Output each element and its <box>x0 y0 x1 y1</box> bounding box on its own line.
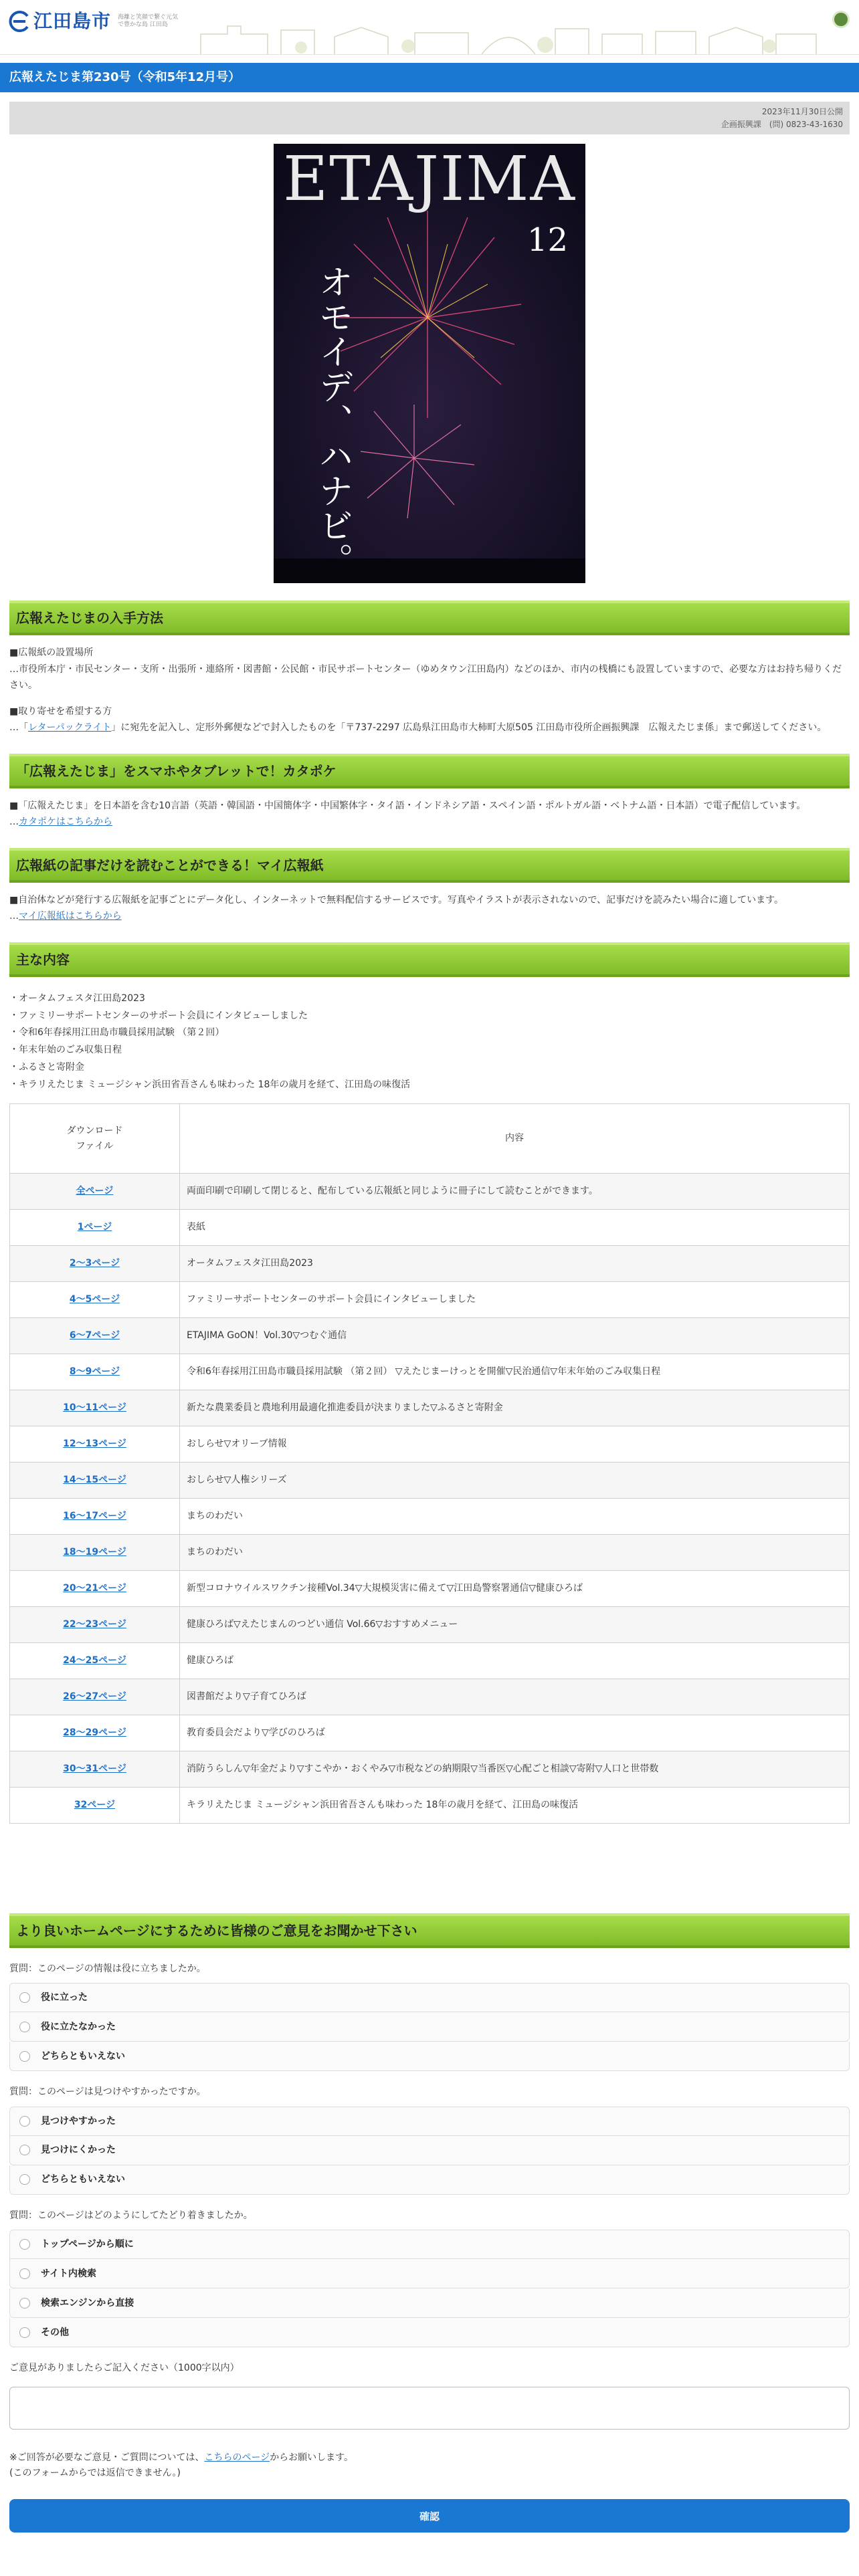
table-row <box>10 1463 850 1499</box>
table-row <box>10 1751 850 1788</box>
howto-place <box>9 645 850 694</box>
download-link[interactable]: 22～23ページ <box>63 1619 126 1630</box>
radio-label: その他 <box>41 2327 69 2338</box>
download-link[interactable]: 1ページ <box>77 1222 112 1233</box>
tagline-line-1: 海離と笑顔で繋ぐ元気 <box>118 13 179 21</box>
table-row <box>10 1246 850 1282</box>
table-row <box>10 1318 850 1354</box>
file-cell <box>10 1643 180 1679</box>
published-date: 2023年11月30日公開 <box>761 107 843 116</box>
download-link[interactable]: 20～21ページ <box>63 1583 126 1594</box>
column-header-content: 内容 <box>180 1104 850 1174</box>
catapoke-link-line <box>9 814 850 831</box>
list-item: ・オータムフェスタ江田島2023 <box>9 992 145 1004</box>
survey-options-3 <box>9 2230 850 2347</box>
letterpack-link[interactable]: レターパックライト <box>28 722 112 734</box>
list-item: ・年末年始のごみ収集日程 <box>9 1045 122 1056</box>
file-cell <box>10 1426 180 1463</box>
table-row <box>10 1354 850 1390</box>
survey-note <box>9 2450 850 2482</box>
download-link[interactable]: 2～3ページ <box>69 1258 120 1269</box>
content-cell: 図書館だより▽子育てひろば <box>180 1679 850 1715</box>
cover-image[interactable] <box>274 144 585 583</box>
radio-option[interactable] <box>9 2288 850 2318</box>
content-cell: 新たな農業委員と農地利用最適化推進委員が決まりました▽ふるさと寄附金 <box>180 1390 850 1426</box>
publication-meta <box>9 102 850 134</box>
download-link[interactable]: 12～13ページ <box>63 1438 126 1450</box>
radio-label: 見つけやすかった <box>41 2115 116 2127</box>
cover-headline: オモイデ、ハナビ。 <box>312 264 353 578</box>
radio-button[interactable] <box>19 2298 30 2309</box>
menu-button[interactable] <box>832 11 850 28</box>
file-cell <box>10 1318 180 1354</box>
table-row <box>10 1607 850 1643</box>
radio-label: トップページから順に <box>41 2239 134 2250</box>
mykoho-body <box>9 892 850 925</box>
survey-note-line-1 <box>9 2450 850 2466</box>
radio-option[interactable] <box>9 2136 850 2165</box>
download-link[interactable]: 26～27ページ <box>63 1691 126 1703</box>
howto-mail-title: ■取り寄せを希望する方 <box>9 706 112 717</box>
download-table-body <box>10 1174 850 1824</box>
section-heading-howto: 広報えたじまの入手方法 <box>9 601 850 635</box>
file-cell <box>10 1715 180 1751</box>
file-cell <box>10 1679 180 1715</box>
radio-button[interactable] <box>19 2051 30 2062</box>
download-link[interactable]: 24～25ページ <box>63 1655 126 1667</box>
download-link[interactable]: 30～31ページ <box>63 1763 126 1775</box>
file-cell <box>10 1210 180 1246</box>
download-link[interactable]: 18～19ページ <box>63 1547 126 1558</box>
column-header-file-label: ダウンロード ファイル <box>66 1125 123 1152</box>
survey-note-suffix: からお願いします。 <box>270 2452 354 2463</box>
content-cell: オータムフェスタ江田島2023 <box>180 1246 850 1282</box>
content-cell: まちのわだい <box>180 1535 850 1571</box>
list-item: ・令和6年春採用江田島市職員採用試験 （第２回） <box>9 1027 225 1039</box>
survey-question-1: 質問：このページの情報は役に立ちましたか。 <box>9 1963 206 1975</box>
file-cell <box>10 1282 180 1318</box>
catapoke-text: ■「広報えたじま」を日本語を含む10言語（英語・韓国語・中国簡体字・中国繁体字・タイ語・インドネシア語・スペイン語・ポルトガル語・ベトナム語・日本語）で電子配信しています。 <box>9 800 806 811</box>
list-item: ・キラリえたじま ミュージシャン浜田省吾さんも味わった 18年の歳月を経て、江田島の味復活 <box>9 1079 411 1091</box>
file-cell <box>10 1571 180 1607</box>
logo-text: 江田島市 <box>33 10 112 32</box>
howto-place-title: ■広報紙の設置場所 <box>9 647 94 659</box>
file-cell <box>10 1390 180 1426</box>
file-cell <box>10 1499 180 1535</box>
radio-option[interactable] <box>9 1983 850 2012</box>
table-row <box>10 1679 850 1715</box>
radio-label: 役に立たなかった <box>41 2021 116 2032</box>
table-row <box>10 1210 850 1246</box>
download-link[interactable]: 32ページ <box>74 1800 116 1811</box>
download-link[interactable]: 6～7ページ <box>69 1330 120 1341</box>
table-row <box>10 1715 850 1751</box>
cover-masthead: ETAJIMA <box>283 144 576 215</box>
site-header <box>0 0 859 55</box>
survey-note-prefix: ※ご回答が必要なご意見・ご質問については、 <box>9 2452 205 2463</box>
radio-button[interactable] <box>19 2145 30 2155</box>
inquiry-page-link[interactable]: こちらのページ <box>204 2452 270 2463</box>
file-cell <box>10 1607 180 1643</box>
survey-question-2: 質問：このページは見つけやすかったですか。 <box>9 2086 206 2098</box>
radio-option[interactable] <box>9 2165 850 2195</box>
radio-button[interactable] <box>19 2268 30 2279</box>
page-title-bar <box>0 63 859 92</box>
catapoke-link-prefix: … <box>9 817 19 828</box>
comment-label: ご意見がありましたらご記入ください（1000字以内） <box>9 2363 240 2374</box>
comment-textarea[interactable] <box>9 2387 850 2430</box>
file-cell <box>10 1246 180 1282</box>
content-cell: 教育委員会だより▽学びのひろば <box>180 1715 850 1751</box>
howto-place-body: …市役所本庁・市民センター・支所・出張所・連絡所・図書館・公民館・市民サポートセンター（ゆめタウン江田島内）などのほか、市内の桟橋にも設置していますので、必要な方はお持ち帰りください。 <box>9 663 842 691</box>
radio-button[interactable] <box>19 2239 30 2250</box>
download-link[interactable]: 10～11ページ <box>63 1402 126 1414</box>
content-cell: ETAJIMA GoON！Vol.30▽つむぐ通信 <box>180 1318 850 1354</box>
survey-options-1 <box>9 1983 850 2071</box>
download-link[interactable]: 全ページ <box>76 1186 114 1197</box>
survey-note-line-2: (このフォームからでは返信できません。) <box>9 2468 181 2479</box>
radio-option[interactable] <box>9 2042 850 2071</box>
download-link[interactable]: 16～17ページ <box>63 1511 126 1522</box>
radio-button[interactable] <box>19 2022 30 2032</box>
tagline-line-2: で豊かな島 江田島 <box>118 21 168 29</box>
bottom-spacer <box>9 2533 850 2559</box>
content-cell: 健康ひろば <box>180 1643 850 1679</box>
howto-mail-prefix: …「 <box>9 722 28 734</box>
radio-label: どちらともいえない <box>41 2050 125 2062</box>
survey-options-2 <box>9 2107 850 2195</box>
download-table <box>9 1103 850 1824</box>
section-heading-mykoho: 広報紙の記事だけを読むことができる！マイ広報紙 <box>9 848 850 883</box>
table-row <box>10 1499 850 1535</box>
file-cell <box>10 1788 180 1824</box>
file-cell <box>10 1535 180 1571</box>
file-cell <box>10 1751 180 1788</box>
radio-option[interactable] <box>9 2107 850 2136</box>
radio-label: サイト内検索 <box>41 2268 97 2279</box>
section-heading-contents: 主な内容 <box>9 942 850 977</box>
radio-option[interactable] <box>9 2012 850 2042</box>
list-item: ・ふるさと寄附金 <box>9 1062 84 1073</box>
mykoho-link-prefix: … <box>9 911 19 922</box>
content-cell: ファミリーサポートセンターのサポート会員にインタビューしました <box>180 1282 850 1318</box>
content-cell: おしらせ▽オリーブ情報 <box>180 1426 850 1463</box>
howto-mail-body <box>9 720 850 736</box>
content-cell: 健康ひろば▽えたじまんのつどい通信 Vol.66▽おすすめメニュー <box>180 1607 850 1643</box>
site-tagline <box>118 14 178 29</box>
table-row <box>10 1426 850 1463</box>
survey-heading: より良いホームページにするために皆様のご意見をお聞かせ下さい <box>9 1913 850 1948</box>
contents-list <box>9 990 850 1094</box>
radio-label: 見つけにくかった <box>41 2145 116 2156</box>
radio-button[interactable] <box>19 2327 30 2338</box>
table-header-row <box>10 1104 850 1174</box>
mykoho-text: ■自治体などが発行する広報紙を記事ごとにデータ化し、インターネットで無料配信するサービスです。写真やイラストが表示されないので、記事だけを読みたい場合に適しています。 <box>9 894 784 905</box>
content-cell: キラリえたじま ミュージシャン浜田省吾さんも味わった 18年の歳月を経て、江田島の味復活 <box>180 1788 850 1824</box>
table-row <box>10 1535 850 1571</box>
table-row <box>10 1788 850 1824</box>
table-row <box>10 1643 850 1679</box>
site-logo[interactable] <box>8 7 178 37</box>
radio-label: 検索エンジンから直接 <box>41 2297 134 2309</box>
download-link[interactable]: 28～29ページ <box>63 1727 126 1739</box>
howto-mail-text: 」に宛先を記入し、定形外郵便などで封入したものを「〒737-2297 広島県江田島市大柿町大原505 江田島市役所企画振興課 広報えたじま係」まで郵送してください。 <box>111 722 827 734</box>
radio-option[interactable] <box>9 2230 850 2259</box>
howto-mail <box>9 704 850 736</box>
logo-mark-icon <box>8 10 31 33</box>
content-cell: 表紙 <box>180 1210 850 1246</box>
catapoke-link[interactable]: カタポケはこちらから <box>19 817 112 828</box>
main-content <box>0 102 859 2559</box>
content-cell: 新型コロナウイルスワクチン接種Vol.34▽大規模災害に備えて▽江田島警察署通信▽健康ひろば <box>180 1571 850 1607</box>
download-link[interactable]: 4～5ページ <box>69 1294 120 1305</box>
radio-option[interactable] <box>9 2318 850 2347</box>
page-title: 広報えたじま第230号（令和5年12月号） <box>9 70 241 84</box>
file-cell <box>10 1174 180 1210</box>
confirm-button[interactable]: 確認 <box>9 2499 850 2533</box>
content-cell: 両面印刷で印刷して閉じると、配布している広報紙と同じように冊子にして読むことができます。 <box>180 1174 850 1210</box>
mykoho-link[interactable]: マイ広報紙はこちらから <box>19 911 122 922</box>
survey-question-3: 質問：このページはどのようにしてたどり着きましたか。 <box>9 2210 253 2221</box>
list-item: ・ファミリーサポートセンターのサポート会員にインタビューしました <box>9 1010 308 1021</box>
content-cell: 令和6年春採用江田島市職員採用試験 （第２回） ▽えたじまーけっとを開催▽民治通信▽年末年始のごみ収集日程 <box>180 1354 850 1390</box>
download-link[interactable]: 14～15ページ <box>63 1475 126 1486</box>
section-heading-catapoke: 「広報えたじま」をスマホやタブレットで！カタポケ <box>9 754 850 788</box>
content-cell: おしらせ▽人権シリーズ <box>180 1463 850 1499</box>
department-contact: 企画振興課 (問) 0823-43-1630 <box>721 119 843 129</box>
mykoho-link-line <box>9 908 850 925</box>
file-cell <box>10 1354 180 1390</box>
radio-button[interactable] <box>19 2174 30 2185</box>
table-row <box>10 1571 850 1607</box>
cover-issue-number: 12 <box>527 221 568 259</box>
radio-label: どちらともいえない <box>41 2174 125 2185</box>
file-cell <box>10 1463 180 1499</box>
table-row <box>10 1390 850 1426</box>
content-cell: 消防うらしん▽年金だより▽すこやか・おくやみ▽市税などの納期限▽当番医▽心配ごと相談▽寄附▽人口と世帯数 <box>180 1751 850 1788</box>
radio-button[interactable] <box>19 2116 30 2127</box>
radio-button[interactable] <box>19 1992 30 2003</box>
table-row <box>10 1282 850 1318</box>
radio-label: 役に立った <box>41 1992 88 2004</box>
catapoke-body <box>9 798 850 831</box>
content-cell: まちのわだい <box>180 1499 850 1535</box>
radio-option[interactable] <box>9 2259 850 2288</box>
download-link[interactable]: 8～9ページ <box>69 1366 120 1378</box>
table-row <box>10 1174 850 1210</box>
column-header-file <box>10 1104 180 1174</box>
